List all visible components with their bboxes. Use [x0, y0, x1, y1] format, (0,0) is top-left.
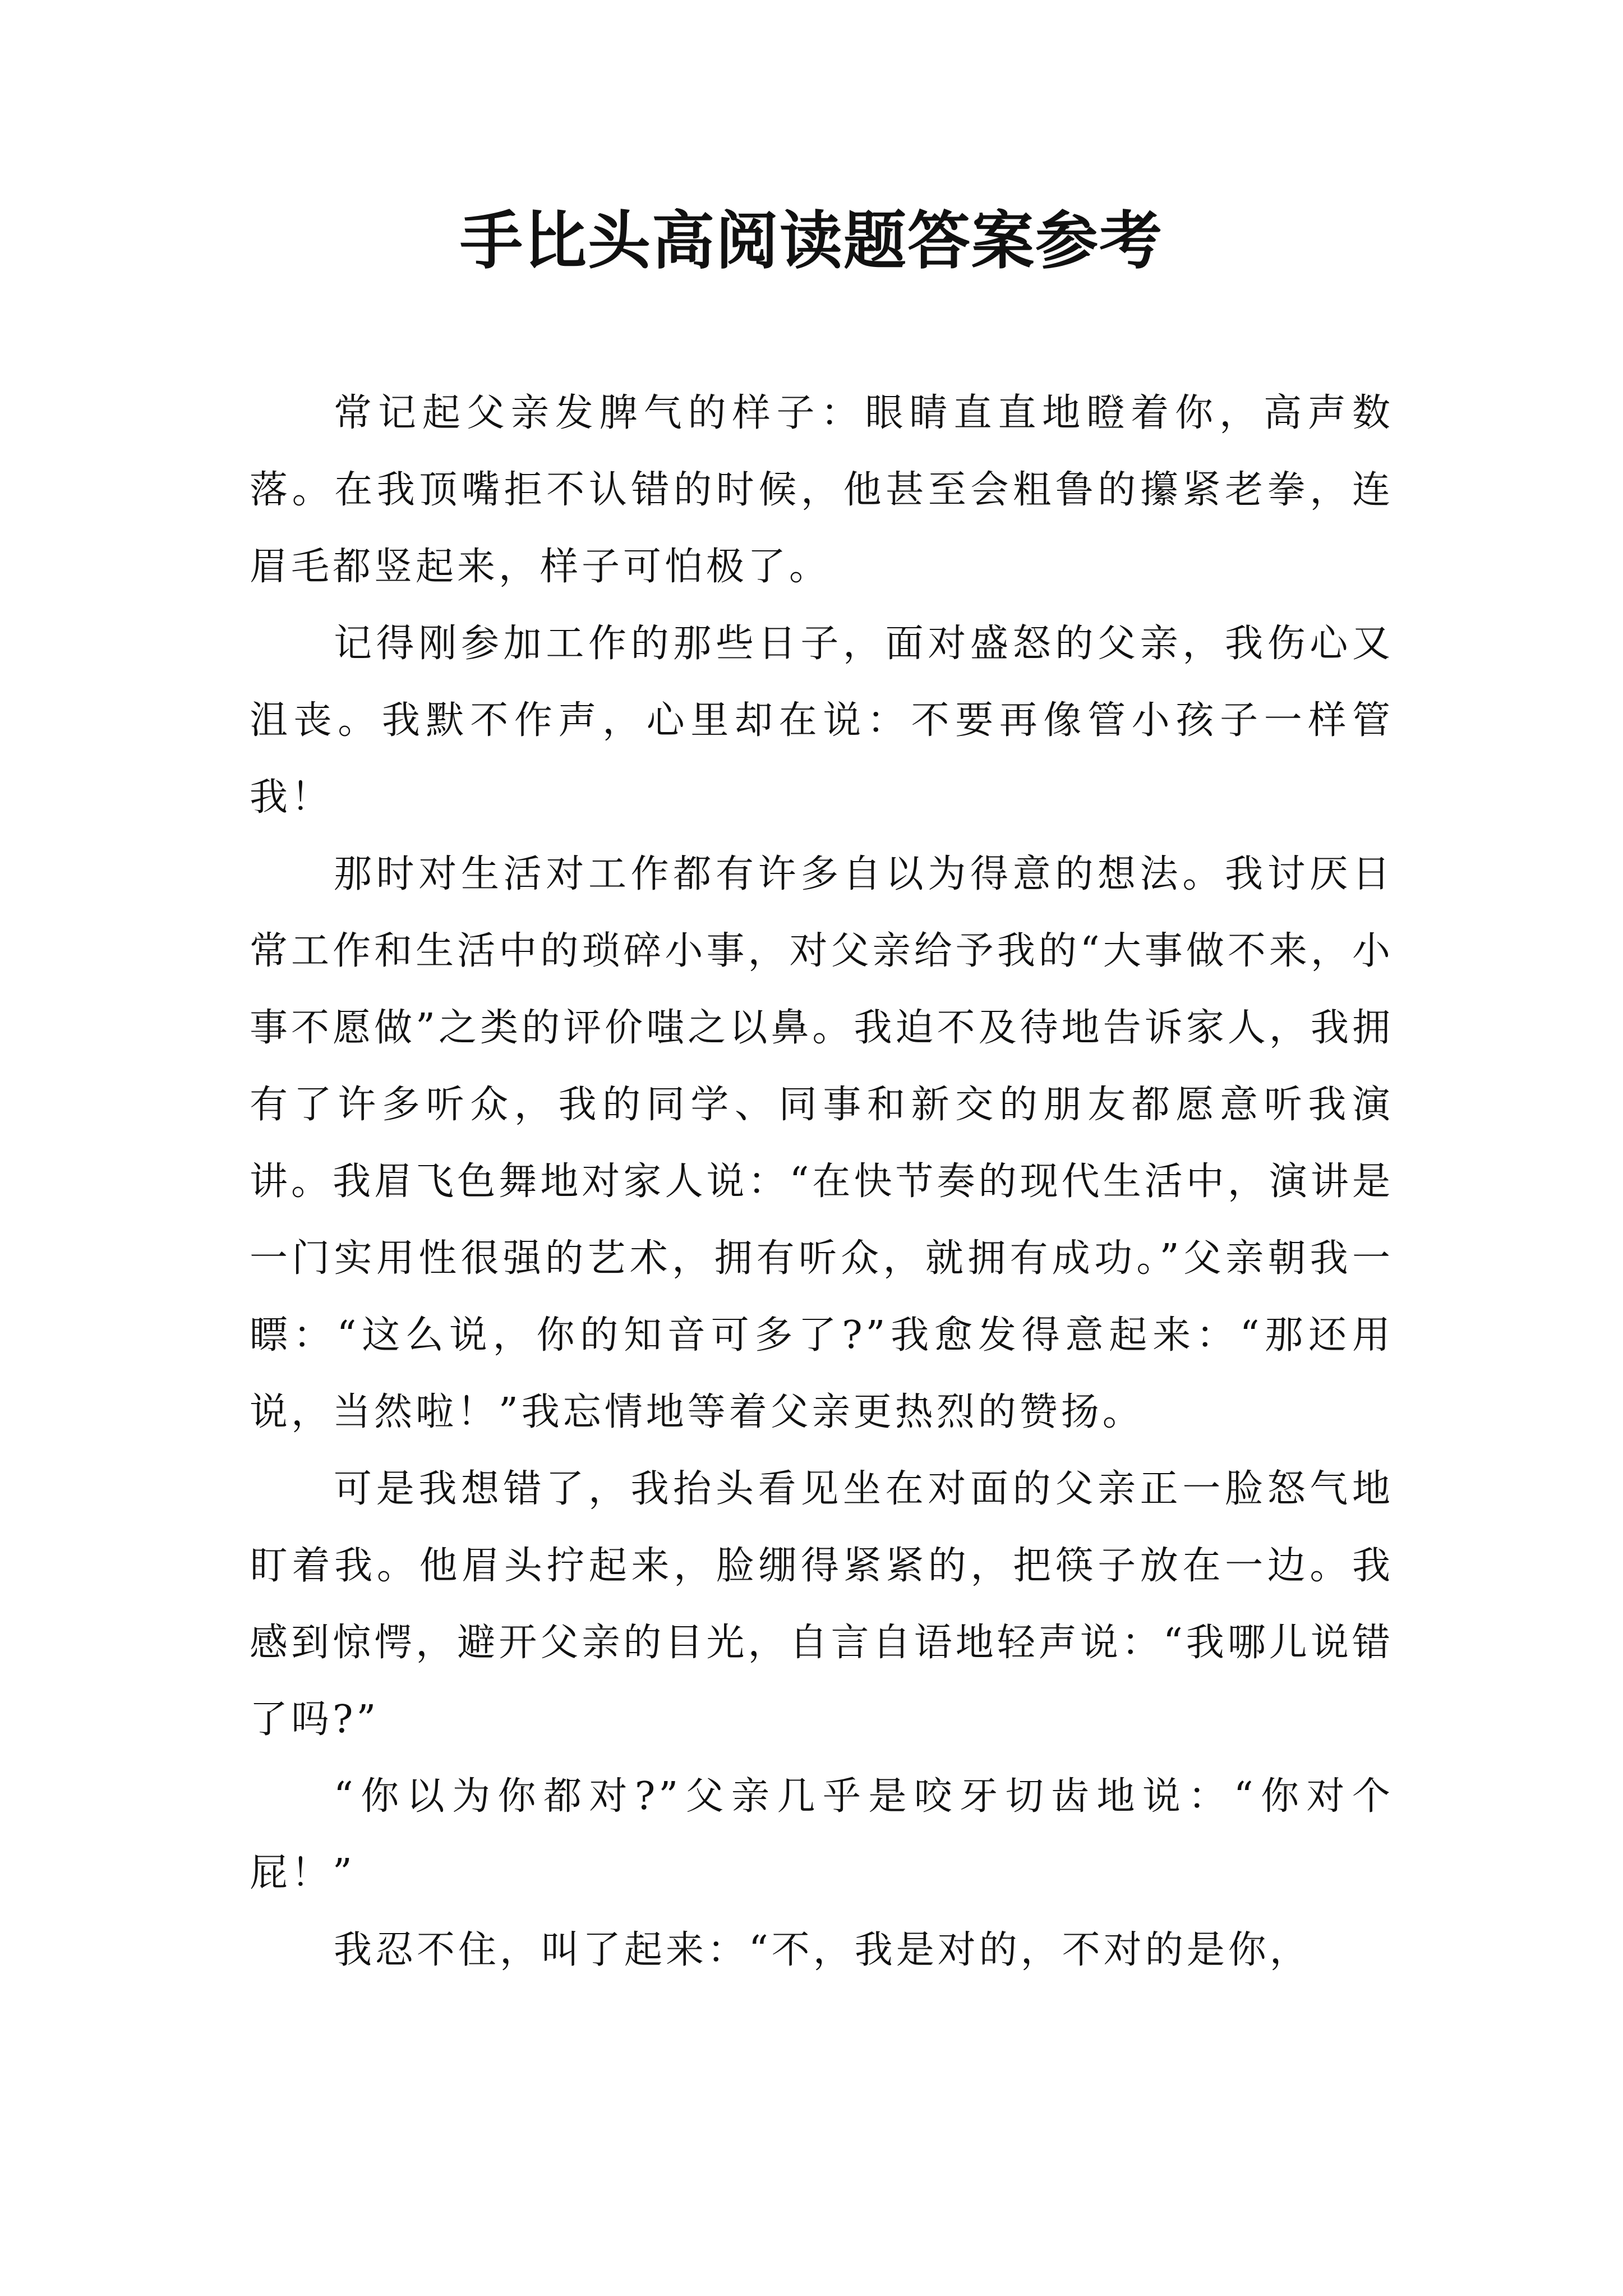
paragraph: 那时对生活对工作都有许多自以为得意的想法。我讨厌日常工作和生活中的琐碎小事，对父亲给予我的“大事做不来，小事不愿做”之类的评价嗤之以鼻。我迫不及待地告诉家人，我拥有了许多听众，我的同学、同事和新交的朋友都愿意听我演讲。我眉飞色舞地对家人说：“在快节奏的现代生活中，演讲是一门实用性很强的艺术，拥有听众，就拥有成功。”父亲朝我一瞟：“这么说，你的知音可多了?”我愈发得意起来：“那还用说，当然啦！”我忘情地等着父亲更热烈的赞扬。 — [250, 852, 1394, 1434]
document-title: 手比头高阅读题答案参考 — [460, 204, 1163, 278]
paragraph: 可是我想错了，我抬头看见坐在对面的父亲正一脸怒气地盯着我。他眉头拧起来，脸绷得紧紧的，把筷子放在一边。我感到惊愕，避开父亲的目光，自言自语地轻声说：“我哪儿说错了吗?” — [250, 1467, 1394, 1742]
paragraph: 常记起父亲发脾气的样子：眼睛直直地瞪着你，高声数落。在我顶嘴拒不认错的时候，他甚至会粗鲁的攥紧老拳，连眉毛都竖起来，样子可怕极了。 — [250, 391, 1394, 589]
paragraph: 我忍不住，叫了起来：“不，我是对的，不对的是你， — [334, 1928, 1311, 1972]
paragraph: “你以为你都对?”父亲几乎是咬牙切齿地说：“你对个屁！” — [250, 1774, 1394, 1895]
document-body — [250, 375, 1394, 1989]
paragraph: 记得刚参加工作的那些日子，面对盛怒的父亲，我伤心又沮丧。我默不作声，心里却在说：不要再像管小孩子一样管我！ — [250, 622, 1394, 820]
